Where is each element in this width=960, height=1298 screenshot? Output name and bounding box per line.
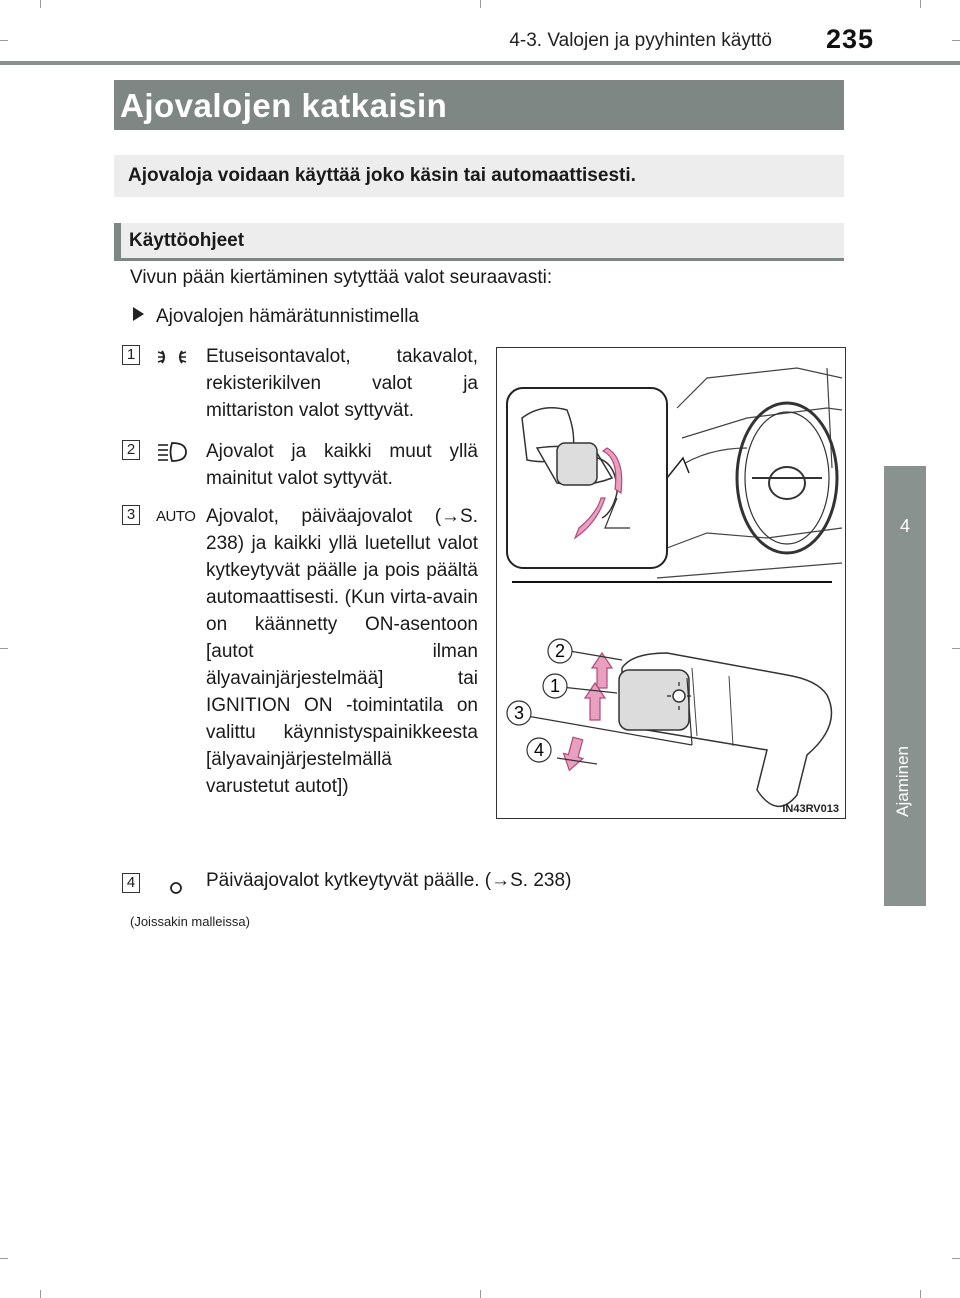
figure-code: IN43RV013 — [782, 803, 839, 815]
chapter-side-tab — [884, 466, 926, 906]
triangle-bullet-icon — [133, 307, 144, 321]
intro-box — [114, 155, 844, 197]
crop-mark — [40, 0, 41, 8]
section-heading-bar — [114, 223, 844, 261]
figure-headlight-switch — [496, 347, 846, 819]
item-text: Ajovalot ja kaikki muut yllä mainitut valot syttyvät. — [206, 441, 478, 489]
callout-label: 4 — [533, 740, 545, 760]
crop-mark — [480, 0, 481, 8]
crop-mark — [920, 0, 921, 8]
footnote: (Joissakin malleissa) — [130, 914, 250, 929]
page-title: Ajovalojen katkaisin — [120, 87, 448, 124]
crop-mark — [0, 1258, 8, 1259]
callout-label: 3 — [513, 703, 525, 723]
chapter-title: 4-3. Valojen ja pyyhinten käyttö — [509, 30, 772, 51]
crop-mark — [952, 1258, 960, 1259]
zoom-inset — [507, 388, 689, 568]
auto-symbol: AUTO — [156, 508, 196, 525]
item-text: Etuseisontavalot, takavalot, rekisterikilven valot ja mittariston valot syttyvät. — [206, 346, 478, 421]
item-number: 1 — [122, 345, 140, 365]
section-heading: Käyttöohjeet — [129, 230, 245, 251]
item-number: 2 — [122, 440, 140, 460]
figure-illustration — [497, 348, 845, 818]
rotation-arrows — [560, 653, 612, 773]
callout-label: 1 — [549, 676, 561, 696]
bullet-item — [133, 306, 419, 328]
crop-mark — [0, 648, 8, 649]
side-tab-label: Ajaminen — [893, 746, 912, 817]
parking-lights-icon — [156, 345, 196, 369]
item-text: Ajovalot, päiväajovalot (→S. 238) ja kaikki yllä luetellut valot kytkeytyvät päälle ja pois päältä automaattisesti. (Kun virta-avain on käännetty ON-asentoon [autot ilman älyavainjärjestelmää] tai IGNITION ON -toimintatila on valittu käynnistyspainikkeesta [älyavainjärjestelmällä varustetut autot]) — [206, 506, 478, 797]
crop-mark — [40, 1290, 41, 1298]
off-circle-icon — [166, 878, 186, 898]
side-tab-number: 4 — [899, 516, 910, 536]
page-title-bar — [114, 80, 844, 130]
callout-label: 2 — [554, 641, 566, 661]
header-rule — [0, 61, 960, 65]
lead-paragraph: Vivun pään kiertäminen sytyttää valot seuraavasti: — [130, 267, 553, 288]
intro-text: Ajovaloja voidaan käyttää joko käsin tai automaattisesti. — [128, 165, 636, 186]
page-number: 235 — [825, 24, 874, 54]
steering-wheel-drawing — [737, 403, 837, 553]
switch-lever-drawing — [619, 653, 832, 806]
item-text: Päiväajovalot kytkeytyvät päälle. (→S. 238) — [206, 870, 572, 891]
crop-mark — [952, 40, 960, 41]
crop-mark — [920, 1290, 921, 1298]
headlight-icon — [156, 440, 196, 464]
crop-mark — [480, 1290, 481, 1298]
crop-mark — [0, 40, 8, 41]
item-number: 4 — [122, 873, 140, 893]
item-number: 3 — [122, 505, 140, 525]
running-head — [470, 26, 880, 56]
section-marker — [114, 223, 121, 258]
bullet-text: Ajovalojen hämärätunnistimella — [156, 306, 419, 327]
crop-mark — [952, 648, 960, 649]
